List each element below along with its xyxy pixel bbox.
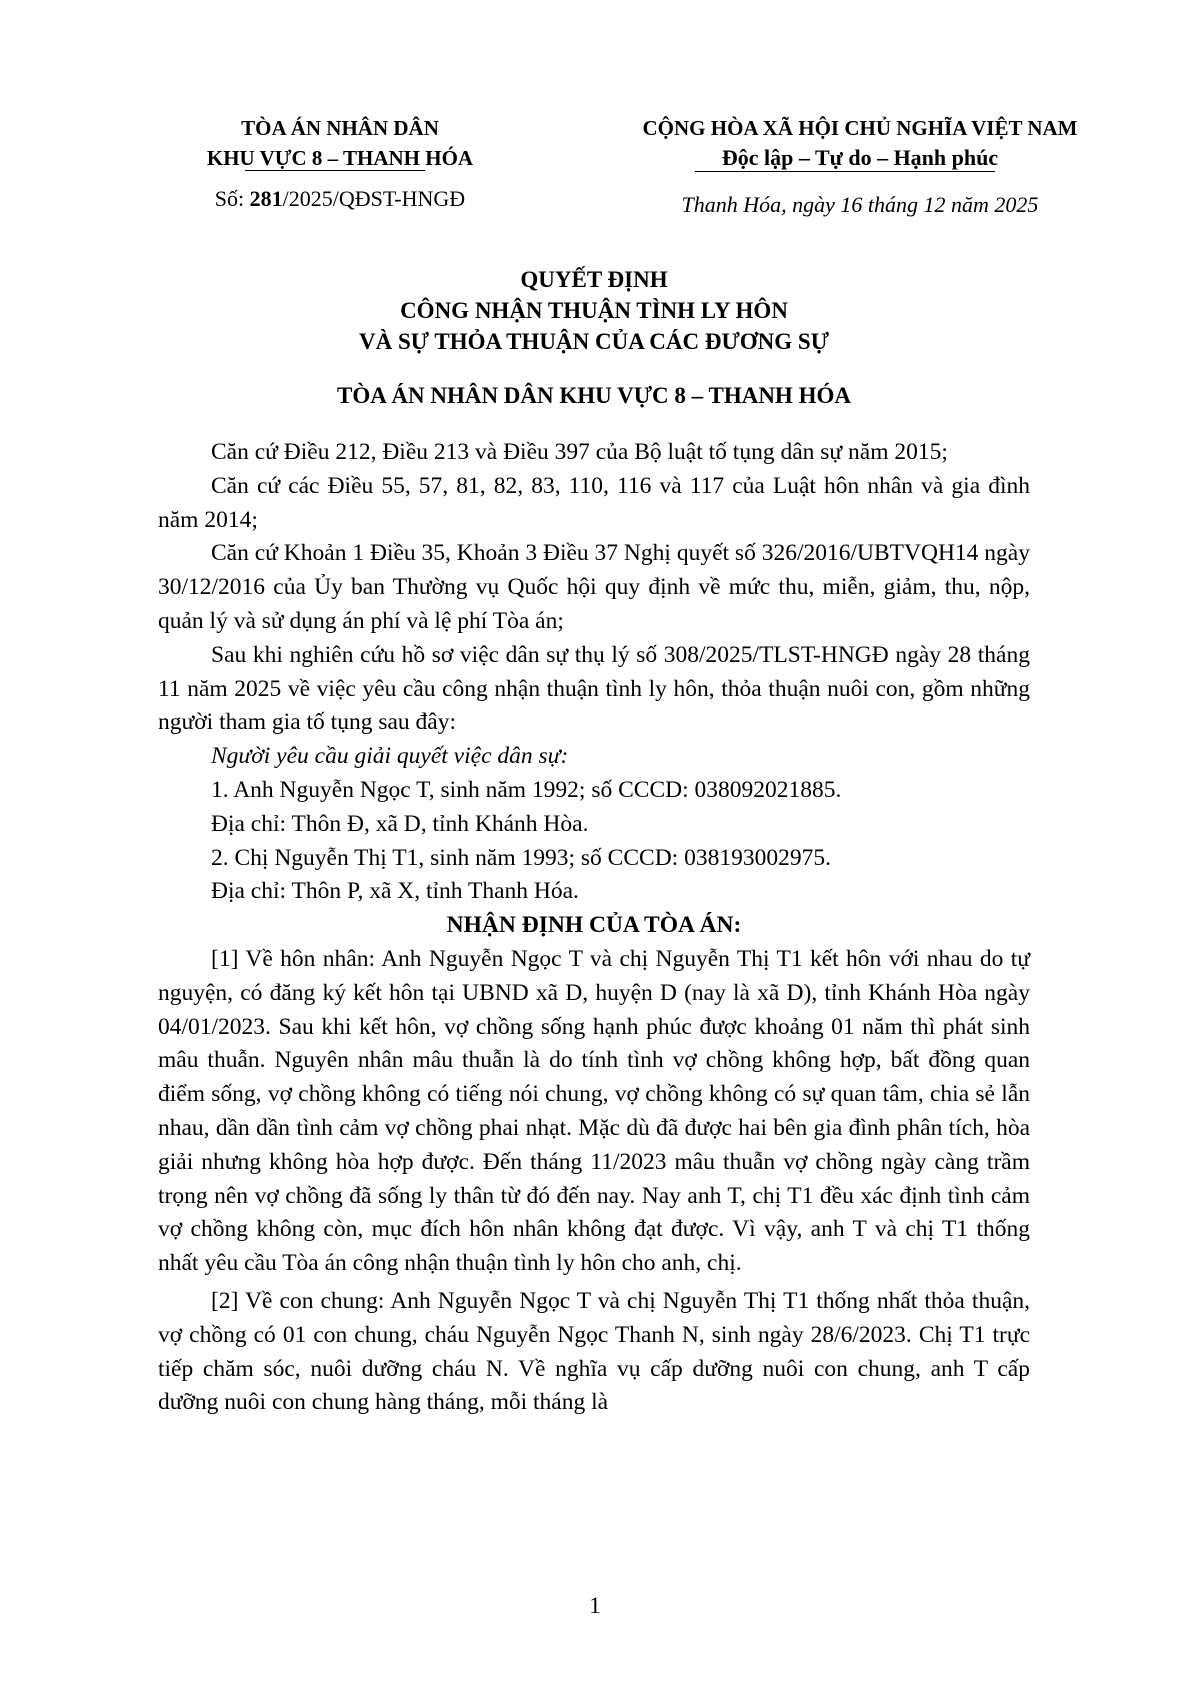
national-title: CỘNG HÒA XÃ HỘI CHỦ NGHĨA VIỆT NAM bbox=[642, 116, 1078, 140]
finding-paragraph-1: [1] Về hôn nhân: Anh Nguyễn Ngọc T và chị Nguyễn Thị T1 kết hôn với nhau do tự nguyện, có đăng ký kết hôn tại UBND xã D, huyện D (nay là xã D), tỉnh Khánh Hòa ngày 04/01/2023. Sau khi kết hôn, vợ chồng sống hạnh phúc được khoảng 01 năm thì phát sinh mâu thuẫn. Nguyên nhân mâu thuẫn là do tính tình vợ chồng không hợp, bất đồng quan điểm sống, vợ chồng không có tiếng nói chung, vợ chồng không có sự quan tâm, chia sẻ lẫn nhau, dần dần tình cảm vợ chồng phai nhạt. Mặc dù đã được hai bên gia đình phân tích, hòa giải nhưng không hòa hợp được. Đến tháng 11/2023 mâu thuẫn vợ chồng ngày càng trầm trọng nên vợ chồng đã sống ly thân từ đó đến nay. Nay anh T, chị T1 đều xác định tình cảm vợ chồng không còn, mục đích hôn nhân không đạt được. Vì vậy, anh T và chị T1 thống nhất yêu cầu Tòa án công nhận thuận tình ly hôn cho anh, chị. bbox=[158, 945, 1030, 1277]
court-name-line1: TÒA ÁN NHÂN DÂN bbox=[241, 116, 439, 140]
findings-heading: NHẬN ĐỊNH CỦA TÒA ÁN: bbox=[446, 912, 742, 939]
title-line2: CÔNG NHẬN THUẬN TÌNH LY HÔN bbox=[400, 298, 788, 323]
party-2-address: Địa chỉ: Thôn P, xã X, tỉnh Thanh Hóa. bbox=[211, 878, 579, 905]
parties-label: Người yêu cầu giải quyết việc dân sự: bbox=[211, 743, 569, 770]
document-body bbox=[158, 436, 1030, 1420]
motto-underline bbox=[695, 171, 995, 172]
place-date: Thanh Hóa, ngày 16 tháng 12 năm 2025 bbox=[681, 192, 1039, 217]
legal-basis-2: Căn cứ các Điều 55, 57, 81, 82, 83, 110, 116 và 117 của Luật hôn nhân và gia đình năm 2014; bbox=[158, 472, 1030, 533]
national-header bbox=[620, 113, 1100, 173]
page-number: 1 bbox=[589, 1593, 601, 1618]
national-motto: Độc lập – Tự do – Hạnh phúc bbox=[721, 145, 999, 170]
decision-number-suffix: /2025/QĐST-HNGĐ bbox=[282, 186, 466, 211]
court-name-line2: KHU VỰC 8 – THANH HÓA bbox=[206, 146, 474, 170]
legal-basis-1: Căn cứ Điều 212, Điều 213 và Điều 397 của Bộ luật tố tụng dân sự năm 2015; bbox=[211, 439, 948, 465]
court-name-underline bbox=[245, 170, 425, 171]
finding-paragraph-2: [2] Về con chung: Anh Nguyễn Ngọc T và chị Nguyễn Thị T1 thống nhất thỏa thuận, vợ chồng có 01 con chung, cháu Nguyễn Ngọc Thanh N, sinh ngày 28/6/2023. Chị T1 trực tiếp chăm sóc, nuôi dưỡng cháu N. Về nghĩa vụ cấp dưỡng nuôi con chung, anh T cấp dưỡng nuôi con chung hàng tháng, mỗi tháng là bbox=[158, 1287, 1030, 1416]
title-line1: QUYẾT ĐỊNH bbox=[520, 267, 668, 292]
legal-basis-3: Căn cứ Khoản 1 Điều 35, Khoản 3 Điều 37 Nghị quyết số 326/2016/UBTVQH14 ngày 30/12/2016 của Ủy ban Thường vụ Quốc hội quy định về mức thu, miễn, giảm, thu, nộp, quản lý và sử dụng án phí và lệ phí Tòa án; bbox=[158, 540, 1030, 634]
party-1: 1. Anh Nguyễn Ngọc T, sinh năm 1992; số CCCD: 038092021885. bbox=[211, 776, 842, 803]
case-intro: Sau khi nghiên cứu hồ sơ việc dân sự thụ lý số 308/2025/TLST-HNGĐ ngày 28 tháng 11 năm 2025 về việc yêu cầu công nhận thuận tình ly hôn, thỏa thuận nuôi con, gồm những người tham gia tố tụng sau đây: bbox=[158, 641, 1030, 736]
court-heading: TÒA ÁN NHÂN DÂN KHU VỰC 8 – THANH HÓA bbox=[337, 383, 851, 408]
decision-number-value: 281 bbox=[249, 186, 283, 211]
party-1-address: Địa chỉ: Thôn Đ, xã D, tỉnh Khánh Hòa. bbox=[211, 810, 589, 837]
court-name-header bbox=[170, 113, 510, 173]
decision-number bbox=[170, 186, 510, 212]
document-title bbox=[158, 264, 1030, 357]
decision-number-prefix: Số: bbox=[214, 186, 250, 211]
title-line3: VÀ SỰ THỎA THUẬN CỦA CÁC ĐƯƠNG SỰ bbox=[358, 329, 830, 354]
party-2: 2. Chị Nguyễn Thị T1, sinh năm 1993; số CCCD: 038193002975. bbox=[211, 844, 831, 871]
